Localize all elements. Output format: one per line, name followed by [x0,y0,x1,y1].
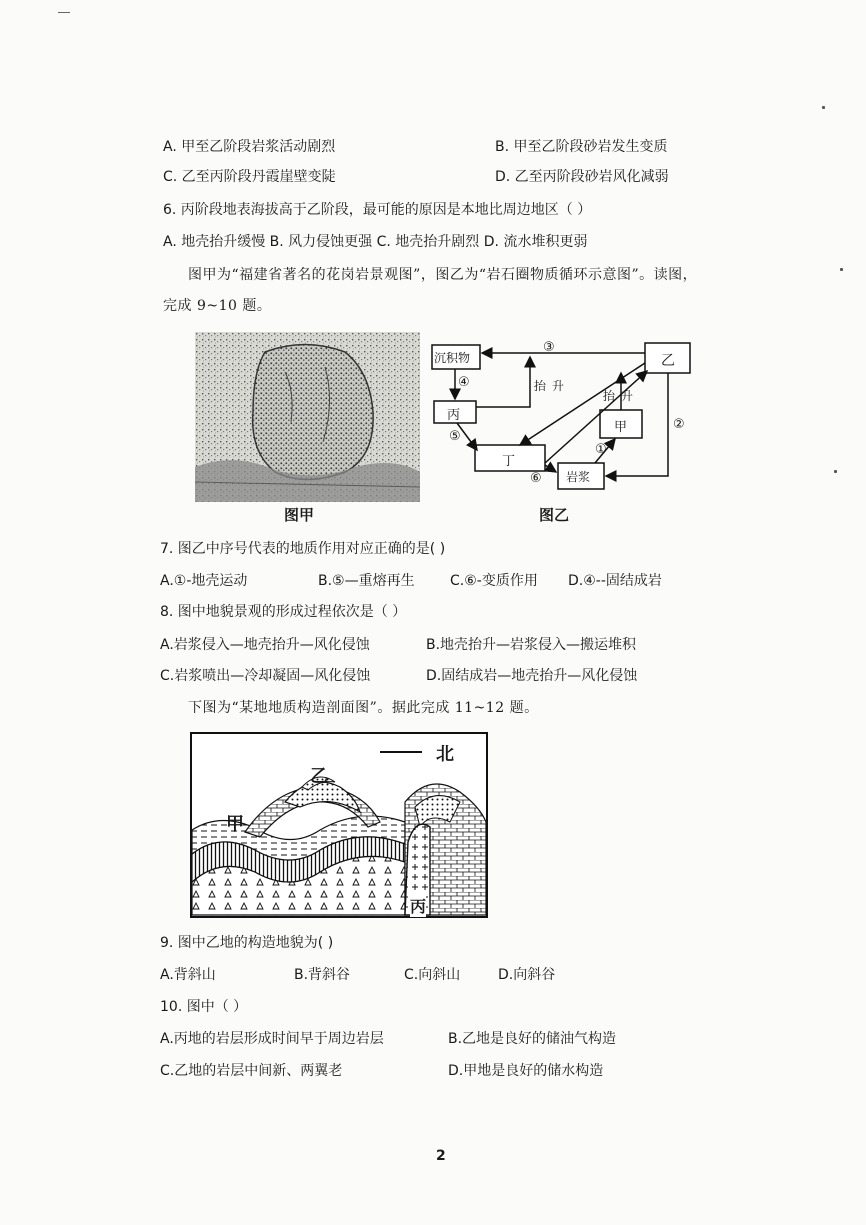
q10-option-a[interactable]: A.丙地的岩层形成时间早于周边岩层 [160,1031,384,1047]
q7-option-a[interactable]: A.①-地壳运动 [160,573,248,589]
marker-5: ⑤ [449,429,461,444]
north-label: 北 [436,744,454,765]
scan-mark [58,12,70,13]
q9-option-c[interactable]: C.向斜山 [404,967,461,983]
q8-option-c[interactable]: C.岩浆喷出—冷却凝固—风化侵蚀 [160,668,371,684]
q5-option-a[interactable]: A. 甲至乙阶段岩浆活动剧烈 [163,139,336,155]
label-yi: 乙 [661,353,675,369]
q6-options[interactable]: A. 地壳抬升缓慢 B. 风力侵蚀更强 C. 地壳抬升剧烈 D. 流水堆积更弱 [163,234,588,250]
section-label-jia: 甲 [226,814,244,835]
scan-speck [822,106,825,109]
label-uplift-2: 抬升 [603,389,640,403]
page-number: 2 [436,1148,446,1164]
q7-option-d[interactable]: D.④--固结成岩 [568,573,662,589]
scan-speck [834,470,837,473]
label-ding: 丁 [502,454,516,469]
q9-stem: 9. 图中乙地的构造地貌为( ) [160,935,334,951]
q5-option-c[interactable]: C. 乙至丙阶段丹霞崖壁变陡 [163,169,336,185]
marker-4: ④ [458,375,470,390]
intro-9-10-line1: 图甲为“福建省著名的花岗岩景观图”，图乙为“岩石圈物质循环示意图”。读图， [188,267,698,283]
q10-option-b[interactable]: B.乙地是良好的储油气构造 [448,1031,617,1047]
intro-9-10-line2: 完成 9~10 题。 [163,298,272,314]
q9-option-a[interactable]: A.背斜山 [160,967,216,983]
marker-6: ⑥ [530,471,542,486]
label-jia: 甲 [614,420,628,435]
q5-option-d[interactable]: D. 乙至丙阶段砂岩风化减弱 [495,169,669,185]
label-uplift-1: 抬升 [534,379,571,393]
label-sediment: 沉积物 [434,351,471,365]
geologic-section-diagram [190,732,490,920]
figure-jia-label: 图甲 [284,506,315,524]
q6-stem: 6. 丙阶段地表海拔高于乙阶段，最可能的原因是本地比周边地区（ ） [163,202,592,218]
section-label-bing: 丙 [410,894,426,917]
q7-option-c[interactable]: C.⑥-变质作用 [450,573,538,589]
marker-3: ③ [543,340,555,355]
label-magma: 岩浆 [566,470,591,484]
section-label-yi: 乙 [310,766,328,787]
q8-option-a[interactable]: A.岩浆侵入—地壳抬升—风化侵蚀 [160,637,370,653]
q10-option-c[interactable]: C.乙地的岩层中间新、两翼老 [160,1063,343,1079]
marker-2: ② [673,417,685,432]
figure-yi-label: 图乙 [539,506,570,524]
q10-option-d[interactable]: D.甲地是良好的储水构造 [448,1063,604,1079]
q8-stem: 8. 图中地貌景观的形成过程依次是（ ） [160,604,407,620]
q8-option-b[interactable]: B.地壳抬升—岩浆侵入—搬运堆积 [426,637,637,653]
label-bing: 丙 [447,408,461,423]
intro-11-12: 下图为“某地地质构造剖面图”。据此完成 11~12 题。 [188,700,539,716]
q9-option-b[interactable]: B.背斜谷 [294,967,351,983]
q10-stem: 10. 图中（ ） [160,999,248,1015]
marker-1: ① [595,442,607,457]
q9-option-d[interactable]: D.向斜谷 [498,967,556,983]
granite-landscape-photo [195,332,420,502]
scan-speck [840,268,843,271]
q7-stem: 7. 图乙中序号代表的地质作用对应正确的是( ) [160,541,446,557]
q8-option-d[interactable]: D.固结成岩—地壳抬升—风化侵蚀 [426,668,638,684]
q7-option-b[interactable]: B.⑤—重熔再生 [318,573,415,589]
rock-cycle-diagram [425,335,700,525]
q5-option-b[interactable]: B. 甲至乙阶段砂岩发生变质 [495,139,668,155]
